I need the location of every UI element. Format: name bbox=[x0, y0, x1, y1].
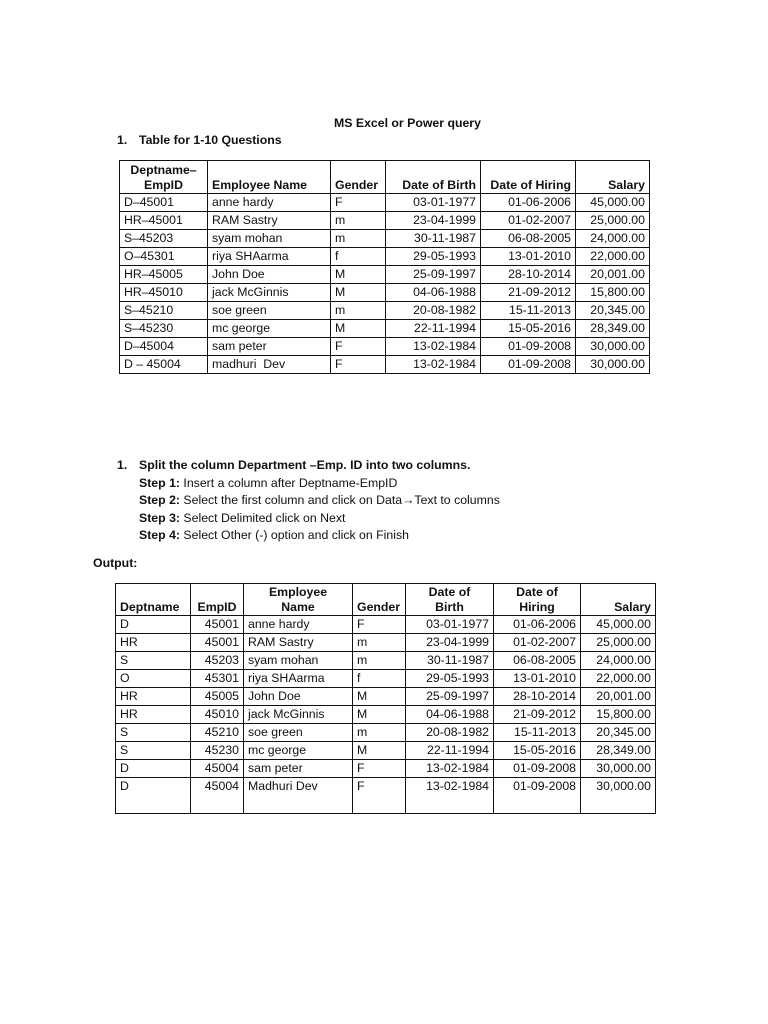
table-cell: 29-05-1993 bbox=[406, 670, 494, 688]
table-cell: 45,000.00 bbox=[581, 616, 656, 634]
step-3 bbox=[139, 511, 345, 525]
step-text: Insert a column after Deptname-EmpID bbox=[180, 476, 398, 490]
table-cell: syam mohan bbox=[208, 230, 331, 248]
table-cell: 30-11-1987 bbox=[406, 652, 494, 670]
table-cell: m bbox=[353, 652, 406, 670]
table-cell: 20,001.00 bbox=[581, 688, 656, 706]
table-cell: 25,000.00 bbox=[576, 212, 650, 230]
table-row bbox=[116, 652, 656, 670]
table-cell: soe green bbox=[208, 302, 331, 320]
table-cell: syam mohan bbox=[244, 652, 353, 670]
table-row bbox=[120, 302, 650, 320]
table-cell: 15-11-2013 bbox=[494, 724, 581, 742]
table-cell: HR–45005 bbox=[120, 266, 208, 284]
table-cell: jack McGinnis bbox=[208, 284, 331, 302]
table-cell: madhuri Dev bbox=[208, 356, 331, 374]
table-cell: RAM Sastry bbox=[208, 212, 331, 230]
output-label: Output: bbox=[93, 556, 138, 570]
table-row bbox=[116, 688, 656, 706]
table-cell: 25-09-1997 bbox=[406, 688, 494, 706]
table-row bbox=[116, 742, 656, 760]
table-cell: 22-11-1994 bbox=[406, 742, 494, 760]
section1-number: 1. bbox=[117, 133, 128, 147]
table-cell: 01-09-2008 bbox=[481, 338, 576, 356]
step-label: Step 2: bbox=[139, 493, 180, 507]
step-1 bbox=[139, 476, 397, 490]
table-cell: O–45301 bbox=[120, 248, 208, 266]
table-cell: 01-09-2008 bbox=[494, 778, 581, 814]
table-cell: 23-04-1999 bbox=[406, 634, 494, 652]
table-cell: 45004 bbox=[191, 760, 244, 778]
table-cell: m bbox=[353, 634, 406, 652]
table-cell: 21-09-2012 bbox=[481, 284, 576, 302]
table-row bbox=[120, 212, 650, 230]
table-cell: 06-08-2005 bbox=[481, 230, 576, 248]
table-row bbox=[116, 760, 656, 778]
table-cell: F bbox=[331, 356, 386, 374]
step-label: Step 3: bbox=[139, 511, 180, 525]
table-cell: 45001 bbox=[191, 634, 244, 652]
table-cell: F bbox=[353, 616, 406, 634]
table-cell: 13-01-2010 bbox=[494, 670, 581, 688]
table-cell: 29-05-1993 bbox=[386, 248, 481, 266]
table-row bbox=[120, 248, 650, 266]
table-cell: 04-06-1988 bbox=[406, 706, 494, 724]
table-cell: 22,000.00 bbox=[581, 670, 656, 688]
table-cell: 13-02-1984 bbox=[386, 356, 481, 374]
table-cell: D bbox=[116, 616, 191, 634]
table-cell: 01-09-2008 bbox=[481, 356, 576, 374]
table-cell: M bbox=[353, 688, 406, 706]
column-header: Salary bbox=[581, 584, 656, 616]
table-cell: HR bbox=[116, 688, 191, 706]
document-title: MS Excel or Power query bbox=[334, 116, 481, 130]
table-row bbox=[120, 356, 650, 374]
table-cell: F bbox=[331, 338, 386, 356]
table-cell: 28-10-2014 bbox=[481, 266, 576, 284]
table-cell: D bbox=[116, 760, 191, 778]
column-header: Gender bbox=[353, 584, 406, 616]
column-header: Date of Hiring bbox=[481, 161, 576, 194]
table-cell: 28-10-2014 bbox=[494, 688, 581, 706]
table-row bbox=[116, 670, 656, 688]
table-cell: m bbox=[353, 724, 406, 742]
table-cell: 45210 bbox=[191, 724, 244, 742]
table-cell: 30,000.00 bbox=[581, 760, 656, 778]
table-cell: soe green bbox=[244, 724, 353, 742]
step-text: Select the first column and click on Data→Text to columns bbox=[180, 493, 500, 507]
column-header: Date of Birth bbox=[386, 161, 481, 194]
table-cell: 06-08-2005 bbox=[494, 652, 581, 670]
table-cell: 01-06-2006 bbox=[494, 616, 581, 634]
table-cell: HR–45010 bbox=[120, 284, 208, 302]
table-cell: 25,000.00 bbox=[581, 634, 656, 652]
table-cell: riya SHAarma bbox=[208, 248, 331, 266]
table-cell: 20,345.00 bbox=[581, 724, 656, 742]
column-header: Deptname bbox=[116, 584, 191, 616]
table-cell: 45010 bbox=[191, 706, 244, 724]
table-cell: 30,000.00 bbox=[576, 338, 650, 356]
table-cell: jack McGinnis bbox=[244, 706, 353, 724]
table-cell: 45301 bbox=[191, 670, 244, 688]
table-cell: HR bbox=[116, 634, 191, 652]
table-cell: 15,800.00 bbox=[576, 284, 650, 302]
table-cell: f bbox=[331, 248, 386, 266]
table-row bbox=[116, 724, 656, 742]
table-cell: 25-09-1997 bbox=[386, 266, 481, 284]
section2-heading: Split the column Department –Emp. ID into two columns. bbox=[139, 458, 471, 472]
table-cell: mc george bbox=[244, 742, 353, 760]
table-cell: m bbox=[331, 230, 386, 248]
step-2 bbox=[139, 493, 500, 507]
column-header: Date of Birth bbox=[406, 584, 494, 616]
table-cell: 13-02-1984 bbox=[406, 760, 494, 778]
table-cell: S–45230 bbox=[120, 320, 208, 338]
table-row bbox=[120, 230, 650, 248]
table-cell: 20-08-1982 bbox=[386, 302, 481, 320]
table-cell: 45203 bbox=[191, 652, 244, 670]
table-row bbox=[116, 706, 656, 724]
table-cell: 28,349.00 bbox=[581, 742, 656, 760]
output-table bbox=[115, 583, 656, 814]
column-header: EmpID bbox=[191, 584, 244, 616]
table-cell: M bbox=[353, 706, 406, 724]
table-row bbox=[120, 320, 650, 338]
table-cell: F bbox=[353, 778, 406, 814]
table-cell: HR–45001 bbox=[120, 212, 208, 230]
table-cell: 13-02-1984 bbox=[406, 778, 494, 814]
column-header: Employee Name bbox=[208, 161, 331, 194]
column-header: Deptname– EmpID bbox=[120, 161, 208, 194]
table-cell: O bbox=[116, 670, 191, 688]
table-cell: HR bbox=[116, 706, 191, 724]
table-cell: 04-06-1988 bbox=[386, 284, 481, 302]
table-cell: 28,349.00 bbox=[576, 320, 650, 338]
table-cell: 01-09-2008 bbox=[494, 760, 581, 778]
table-cell: 01-06-2006 bbox=[481, 194, 576, 212]
table-row bbox=[120, 194, 650, 212]
table-cell: D–45001 bbox=[120, 194, 208, 212]
table-row bbox=[116, 616, 656, 634]
table-cell: f bbox=[353, 670, 406, 688]
table-cell: John Doe bbox=[208, 266, 331, 284]
table-cell: 45230 bbox=[191, 742, 244, 760]
table-cell: 23-04-1999 bbox=[386, 212, 481, 230]
step-label: Step 1: bbox=[139, 476, 180, 490]
step-text: Select Other (-) option and click on Finish bbox=[180, 528, 409, 542]
table-cell: 30,000.00 bbox=[581, 778, 656, 814]
table-cell: S–45210 bbox=[120, 302, 208, 320]
table-cell: D bbox=[116, 778, 191, 814]
table-cell: 45004 bbox=[191, 778, 244, 814]
table-cell: 30-11-1987 bbox=[386, 230, 481, 248]
table-cell: 15-05-2016 bbox=[494, 742, 581, 760]
table-cell: 24,000.00 bbox=[576, 230, 650, 248]
table-row bbox=[120, 266, 650, 284]
table-cell: 01-02-2007 bbox=[481, 212, 576, 230]
table-header-row bbox=[120, 161, 650, 194]
table-cell: m bbox=[331, 212, 386, 230]
table-cell: S bbox=[116, 652, 191, 670]
table-cell: M bbox=[353, 742, 406, 760]
table-cell: Madhuri Dev bbox=[244, 778, 353, 814]
employee-table bbox=[119, 160, 650, 374]
table-cell: 01-02-2007 bbox=[494, 634, 581, 652]
table-cell: F bbox=[353, 760, 406, 778]
table-cell: 03-01-1977 bbox=[386, 194, 481, 212]
table-cell: m bbox=[331, 302, 386, 320]
table-cell: 45,000.00 bbox=[576, 194, 650, 212]
table-header-row bbox=[116, 584, 656, 616]
table-cell: S–45203 bbox=[120, 230, 208, 248]
table-cell: M bbox=[331, 284, 386, 302]
table-cell: 13-02-1984 bbox=[386, 338, 481, 356]
table-cell: 45001 bbox=[191, 616, 244, 634]
table-cell: 20,001.00 bbox=[576, 266, 650, 284]
section1-heading: Table for 1-10 Questions bbox=[139, 133, 282, 147]
table-cell: 22,000.00 bbox=[576, 248, 650, 266]
table-cell: D–45004 bbox=[120, 338, 208, 356]
table-cell: 03-01-1977 bbox=[406, 616, 494, 634]
table-row bbox=[116, 778, 656, 814]
table-cell: M bbox=[331, 266, 386, 284]
section2-number: 1. bbox=[117, 458, 128, 472]
table-cell: RAM Sastry bbox=[244, 634, 353, 652]
table-row bbox=[120, 338, 650, 356]
table-cell: 15,800.00 bbox=[581, 706, 656, 724]
table-row bbox=[116, 634, 656, 652]
table-cell: anne hardy bbox=[208, 194, 331, 212]
step-text: Select Delimited click on Next bbox=[180, 511, 346, 525]
column-header: Employee Name bbox=[244, 584, 353, 616]
table-cell: anne hardy bbox=[244, 616, 353, 634]
table-row bbox=[120, 284, 650, 302]
table-cell: John Doe bbox=[244, 688, 353, 706]
table-cell: 22-11-1994 bbox=[386, 320, 481, 338]
table-cell: 21-09-2012 bbox=[494, 706, 581, 724]
table-cell: mc george bbox=[208, 320, 331, 338]
step-4 bbox=[139, 528, 409, 542]
table-cell: sam peter bbox=[244, 760, 353, 778]
table-cell: D – 45004 bbox=[120, 356, 208, 374]
table-cell: 15-05-2016 bbox=[481, 320, 576, 338]
column-header: Gender bbox=[331, 161, 386, 194]
step-label: Step 4: bbox=[139, 528, 180, 542]
table-cell: 30,000.00 bbox=[576, 356, 650, 374]
table-cell: 20,345.00 bbox=[576, 302, 650, 320]
table-cell: S bbox=[116, 742, 191, 760]
table-cell: F bbox=[331, 194, 386, 212]
table-cell: S bbox=[116, 724, 191, 742]
table-cell: 13-01-2010 bbox=[481, 248, 576, 266]
table-cell: M bbox=[331, 320, 386, 338]
table-cell: 45005 bbox=[191, 688, 244, 706]
table-cell: 20-08-1982 bbox=[406, 724, 494, 742]
column-header: Salary bbox=[576, 161, 650, 194]
table-cell: 15-11-2013 bbox=[481, 302, 576, 320]
table-cell: 24,000.00 bbox=[581, 652, 656, 670]
column-header: Date of Hiring bbox=[494, 584, 581, 616]
table-cell: sam peter bbox=[208, 338, 331, 356]
table-cell: riya SHAarma bbox=[244, 670, 353, 688]
